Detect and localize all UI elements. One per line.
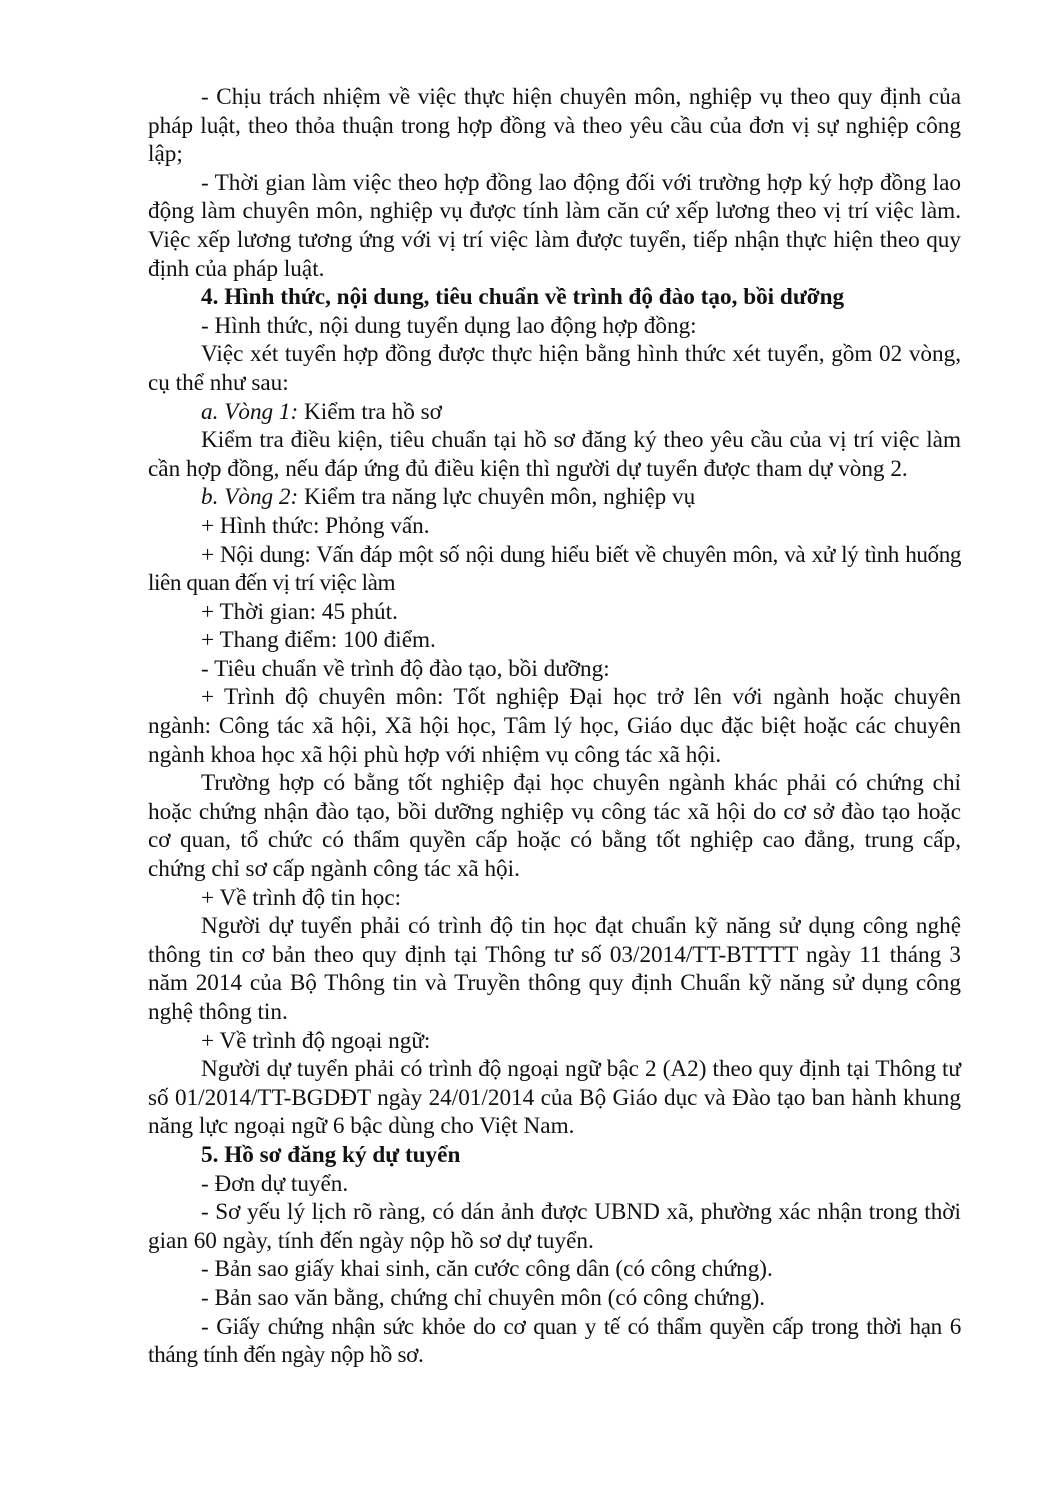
- item-foreign-language: + Về trình độ ngoại ngữ:: [201, 1027, 431, 1054]
- section-heading-5: 5. Hồ sơ đăng ký dự tuyển: [201, 1141, 461, 1168]
- round-2-heading: [148, 483, 961, 512]
- item-form-interview: + Hình thức: Phỏng vấn.: [201, 512, 430, 539]
- paragraph-it-requirement: Người dự tuyển phải có trình độ tin học đạt chuẩn kỹ năng sử dụng công nghệ thông tin cơ bản theo quy định tại Thông tư số 03/2014/TT-BTTTT ngày 11 tháng 3 năm 2014 của Bộ Thông tin và Truyền thông quy định Chuẩn kỹ năng sử dụng công nghệ thông tin.: [148, 913, 961, 1025]
- item-it-level: + Về trình độ tin học:: [201, 884, 402, 911]
- paragraph-training-standards: - Tiêu chuẩn về trình độ đào tạo, bồi dưỡng:: [201, 655, 610, 682]
- item-cv: - Sơ yếu lý lịch rõ ràng, có dán ảnh được UBND xã, phường xác nhận trong thời gian 60 ngày, tính đến ngày nộp hồ sơ dự tuyển.: [148, 1199, 961, 1254]
- item-birth-certificate: - Bản sao giấy khai sinh, căn cước công dân (có công chứng).: [201, 1256, 773, 1283]
- round-1-label: a. Vòng 1:: [201, 398, 299, 425]
- paragraph-round-1-detail: Kiểm tra điều kiện, tiêu chuẩn tại hồ sơ đăng ký theo yêu cầu của vị trí việc làm cần hợp đồng, nếu đáp ứng đủ điều kiện thì người dự tuyển được tham dự vòng 2.: [148, 427, 961, 482]
- item-score-scale: + Thang điểm: 100 điểm.: [201, 627, 436, 654]
- paragraph-language-requirement: Người dự tuyển phải có trình độ ngoại ngữ bậc 2 (A2) theo quy định tại Thông tư số 01/2014/TT-BGDĐT ngày 24/01/2014 của Bộ Giáo dục và Đào tạo ban hành khung năng lực ngoại ngữ 6 bậc dùng cho Việt Nam.: [148, 1056, 961, 1140]
- round-2-text: Kiểm tra năng lực chuyên môn, nghiệp vụ: [298, 484, 696, 511]
- paragraph-other-degree: Trường hợp có bằng tốt nghiệp đại học chuyên ngành khác phải có chứng chỉ hoặc chứng nhận đào tạo, bồi dưỡng nghiệp vụ công tác xã hội do cơ sở đào tạo hoặc cơ quan, tổ chức có thẩm quyền cấp hoặc có bằng tốt nghiệp cao đẳng, trung cấp, chứng chỉ sơ cấp ngành công tác xã hội.: [148, 770, 961, 883]
- document-page: [148, 83, 961, 1370]
- paragraph-working-time: - Thời gian làm việc theo hợp đồng lao động đối với trường hợp ký hợp đồng lao động làm chuyên môn, nghiệp vụ được tính làm căn cứ xếp lương theo vị trí việc làm. Việc xếp lương tương ứng với vị trí việc làm được tuyển, tiếp nhận thực hiện theo quy định của pháp luật.: [148, 169, 961, 282]
- item-duration: + Thời gian: 45 phút.: [201, 598, 398, 625]
- round-1-text: Kiểm tra hồ sơ: [298, 398, 442, 425]
- section-heading-4: 4. Hình thức, nội dung, tiêu chuẩn về trình độ đào tạo, bồi dưỡng: [201, 284, 845, 311]
- item-health-certificate: - Giấy chứng nhận sức khỏe do cơ quan y tế có thẩm quyền cấp trong thời hạn 6 tháng tính đến ngày nộp hồ sơ.: [148, 1313, 961, 1369]
- round-2-label: b. Vòng 2:: [201, 484, 299, 511]
- item-content: + Nội dung: Vấn đáp một số nội dung hiểu biết về chuyên môn, và xử lý tình huống liên quan đến vị trí việc làm: [148, 541, 961, 597]
- paragraph-responsibility: - Chịu trách nhiệm về việc thực hiện chuyên môn, nghiệp vụ theo quy định của pháp luật, theo thỏa thuận trong hợp đồng và theo yêu cầu của đơn vị sự nghiệp công lập;: [148, 84, 961, 168]
- paragraph-two-rounds: Việc xét tuyển hợp đồng được thực hiện bằng hình thức xét tuyển, gồm 02 vòng, cụ thể như sau:: [148, 341, 961, 396]
- paragraph-recruitment-form: - Hình thức, nội dung tuyển dụng lao động hợp đồng:: [201, 312, 697, 339]
- item-application-form: - Đơn dự tuyển.: [201, 1170, 349, 1197]
- item-professional-level: + Trình độ chuyên môn: Tốt nghiệp Đại học trở lên với ngành hoặc chuyên ngành: Công tác xã hội, Xã hội học, Tâm lý học, Giáo dục đặc biệt hoặc các chuyên ngành khoa học xã hội phù hợp với nhiệm vụ công tác xã hội.: [148, 684, 961, 768]
- item-diplomas: - Bản sao văn bằng, chứng chỉ chuyên môn (có công chứng).: [201, 1284, 766, 1311]
- round-1-heading: [148, 398, 961, 427]
